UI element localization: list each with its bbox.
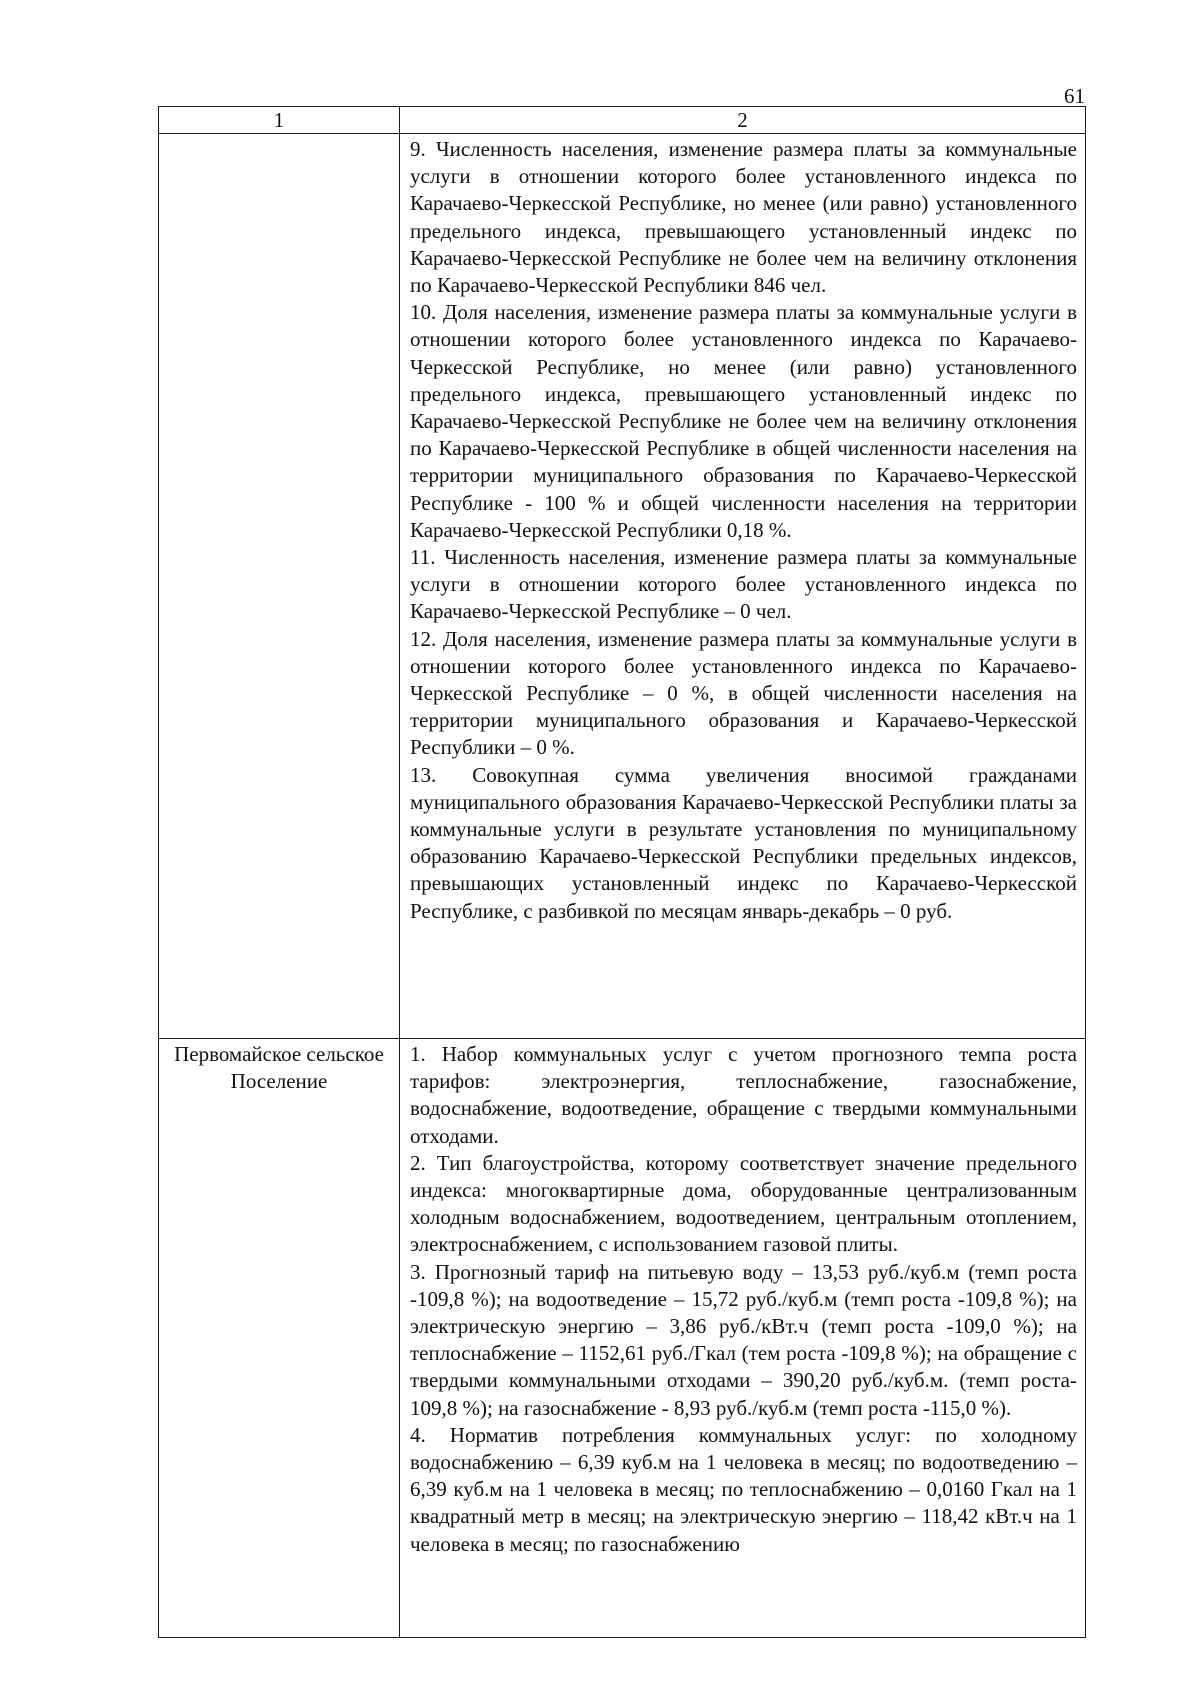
- column-header-1: 1: [159, 107, 400, 134]
- document-table: [158, 106, 1086, 1638]
- indicators-cell: [400, 1039, 1086, 1638]
- paragraph-item-3: 3. Прогнозный тариф на питьевую воду – 13,53 руб./куб.м (темп роста -109,8 %); на водоотведение – 15,72 руб./куб.м (темп роста -109,8 %); на электрическую энергию – 3,86 руб./кВт.ч (темп роста -109,0 %); на теплоснабжение – 1152,61 руб./Гкал (тем роста -109,8 %); на обращение с твердыми коммунальными отходами – 390,20 руб./куб.м. (темп роста- 109,8 %); на газоснабжение - 8,93 руб./куб.м (темп роста -115,0 %).: [410, 1259, 1077, 1420]
- table-row: [159, 134, 1086, 1039]
- paragraph-item-12: 12. Доля населения, изменение размера платы за коммунальные услуги в отношении которого более установленного индекса по Карачаево-Черкесской Республике – 0 %, в общей численности населения на территории муниципального образования и Карачаево-Черкесской Республики – 0 %.: [410, 626, 1077, 760]
- paragraph-item-1: 1. Набор коммунальных услуг с учетом прогнозного темпа роста тарифов: электроэнергия, теплоснабжение, газоснабжение, водоснабжение, водоотведение, обращение с твердыми коммунальными отходами.: [410, 1042, 1077, 1148]
- paragraph-item-9: 9. Численность населения, изменение размера платы за коммунальные услуги в отношении которого более установленного индекса по Карачаево-Черкесской Республике, но менее (или равно) установленного предельного индекса, превышающего установленный индекс по Карачаево-Черкесской Республике не более чем на величину отклонения по Карачаево-Черкесской Республики 846 чел.: [410, 137, 1077, 298]
- paragraph-item-13: 13. Совокупная сумма увеличения вносимой гражданами муниципального образования Карачаево-Черкесской Республики платы за коммунальные услуги в результате установления по муниципальному образованию Карачаево-Черкесской Республики предельных индексов, превышающих установленный индекс по Карачаево-Черкесской Республике, с разбивкой по месяцам январь-декабрь – 0 руб.: [410, 762, 1077, 923]
- municipality-cell: [159, 134, 400, 1039]
- column-header-2: 2: [400, 107, 1086, 134]
- page-number: 61: [1064, 84, 1085, 108]
- table-header-row: [159, 107, 1086, 134]
- indicators-cell: [400, 134, 1086, 1039]
- paragraph-item-2: 2. Тип благоустройства, которому соответствует значение предельного индекса: многоквартирные дома, оборудованные централизованным холодным водоснабжением, водоотведением, центральным отоплением, электроснабжением, с использованием газовой плиты.: [410, 1150, 1077, 1257]
- paragraph-item-10: 10. Доля населения, изменение размера платы за коммунальные услуги в отношении которого более установленного индекса по Карачаево-Черкесской Республике, но менее (или равно) установленного предельного индекса, превышающего установленный индекс по Карачаево-Черкесской Республике не более чем на величину отклонения по Карачаево-Черкесской Республике в общей численности населения на территории муниципального образования по Карачаево-Черкесской Республике - 100 % и общей численности населения на территории Карачаево-Черкесской Республики 0,18 %.: [410, 300, 1077, 542]
- table-row: [159, 1039, 1086, 1638]
- paragraph-item-11: 11. Численность населения, изменение размера платы за коммунальные услуги в отношении которого более установленного индекса по Карачаево-Черкесской Республике – 0 чел.: [410, 545, 1077, 624]
- municipality-cell: Первомайское сельское Поселение: [159, 1039, 400, 1638]
- paragraph-item-4: 4. Норматив потребления коммунальных услуг: по холодному водоснабжению – 6,39 куб.м на 1 человека в месяц; по водоотведению – 6,39 куб.м на 1 человека в месяц; по теплоснабжению – 0,0160 Гкал на 1 квадратный метр в месяц; на электрическую энергию – 118,42 кВт.ч на 1 человека в месяц; по газоснабжению: [410, 1422, 1077, 1556]
